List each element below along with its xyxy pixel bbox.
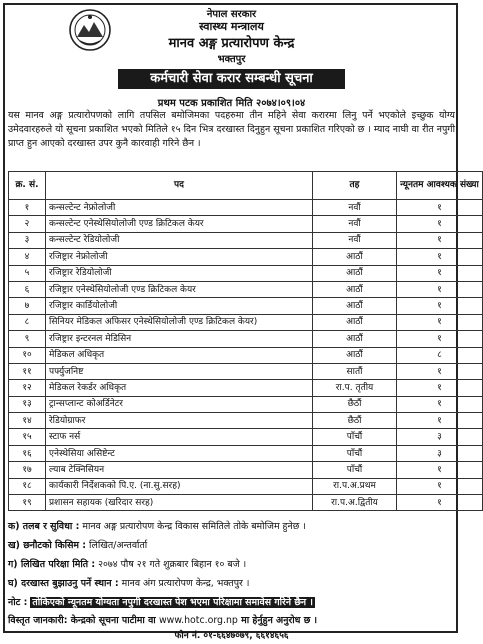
cell-level: आठौं: [313, 265, 397, 281]
cell-level: पाँचौं: [313, 429, 397, 445]
cell-sn: ९: [9, 331, 46, 347]
table-row: [9, 495, 483, 511]
cell-sn: ३: [9, 232, 46, 248]
table-row: [9, 478, 483, 494]
cell-post: रजिष्ट्रार रेडियोलोजी: [46, 265, 313, 281]
contact-text: विस्तृत जानकारी: केन्द्रको सूचना पाटीमा वा: [8, 615, 156, 626]
cell-level: आठौं: [313, 281, 397, 297]
cell-post: सिनियर मेडिकल अफिसर एनेस्थेसियोलोजी एण्ड क्रिटिकल केयर): [46, 314, 313, 330]
cell-level: आठौं: [313, 298, 397, 314]
cell-sn: १८: [9, 478, 46, 494]
exam-label: ग) लिखित परिक्षा मिति :: [8, 559, 96, 570]
ministry-line: स्वास्थ्य मन्त्रालय: [199, 20, 264, 33]
cell-sn: १५: [9, 429, 46, 445]
table-row: [9, 200, 483, 216]
cell-level: आठौं: [313, 331, 397, 347]
cell-post: रजिष्ट्रार नेफ्रोलोजी: [46, 249, 313, 265]
header-post: पद: [46, 172, 313, 200]
cell-count: १: [397, 495, 483, 511]
first-published-date: प्रथम पटक प्रकाशित मिति २०७४।०९।०४: [157, 98, 306, 109]
cell-post: पर्फ्युजनिष्ट: [46, 363, 313, 379]
cell-count: १: [397, 314, 483, 330]
cell-level: रा.प.अ.द्वितीय: [313, 495, 397, 511]
cell-level: आठौं: [313, 347, 397, 363]
salary-label: क) तलब र सुविधा :: [8, 521, 80, 532]
table-row: [9, 413, 483, 429]
cell-post: मेडिकल रेकर्डर अधिकृत: [46, 380, 313, 396]
cell-count: १: [397, 396, 483, 412]
cell-count: १: [397, 331, 483, 347]
header-count: न्यूनतम आवश्यक संख्या: [397, 172, 483, 200]
table-row: [9, 331, 483, 347]
posts-table: [8, 171, 483, 511]
cell-count: १: [397, 232, 483, 248]
cell-count: १: [397, 363, 483, 379]
cell-level: छैठौं: [313, 396, 397, 412]
cell-post: ट्रान्सप्लान्ट कोअर्डिनेटर: [46, 396, 313, 412]
table-row: [9, 281, 483, 297]
cell-post: रजिष्ट्रार एनेस्थेसियोलोजी एण्ड क्रिटिकल केयर: [46, 281, 313, 297]
website-link[interactable]: www.hotc.org.np: [159, 615, 238, 626]
cell-level: रा.प. तृतीय: [313, 380, 397, 396]
cell-count: १: [397, 298, 483, 314]
cell-sn: १४: [9, 413, 46, 429]
cell-count: १: [397, 265, 483, 281]
table-row: [9, 216, 483, 232]
cell-count: १: [397, 478, 483, 494]
table-row: [9, 249, 483, 265]
cell-count: ३: [397, 429, 483, 445]
cell-sn: ११: [9, 363, 46, 379]
cell-post: कन्सल्टेन्ट रेडियोलोजी: [46, 232, 313, 248]
cell-level: सातौं: [313, 363, 397, 379]
selection-note: [8, 536, 455, 555]
table-row: [9, 445, 483, 461]
cell-count: १: [397, 216, 483, 232]
table-row: [9, 347, 483, 363]
notice-title: कर्मचारी सेवा करार सम्बन्धी सूचना: [118, 69, 345, 89]
table-row: [9, 232, 483, 248]
cell-count: १: [397, 380, 483, 396]
cell-post: मेडिकल अधिकृत: [46, 347, 313, 363]
cell-count: १: [397, 249, 483, 265]
cell-level: पाँचौं: [313, 445, 397, 461]
cell-sn: २: [9, 216, 46, 232]
cell-sn: ५: [9, 265, 46, 281]
cell-count: १: [397, 200, 483, 216]
cell-count: १: [397, 281, 483, 297]
table-row: [9, 265, 483, 281]
government-line: नेपाल सरकार: [206, 9, 257, 20]
cell-sn: ८: [9, 314, 46, 330]
cell-level: नवौं: [313, 232, 397, 248]
contact-line: [8, 612, 455, 629]
cell-sn: १३: [9, 396, 46, 412]
table-row: [9, 314, 483, 330]
cell-sn: ४: [9, 249, 46, 265]
selection-label: ख) छनौटको किसिम :: [8, 540, 87, 551]
cell-post: ल्याब टेक्निसियन: [46, 462, 313, 478]
submission-text: मानव अंग प्रत्यारोपण केन्द्र, भक्तपुर ।: [121, 578, 250, 589]
cell-post: कन्सल्टेन्ट नेफ्रोलोजी: [46, 200, 313, 216]
header-level: तह: [313, 172, 397, 200]
exam-note: [8, 555, 455, 574]
cell-level: नवौं: [313, 216, 397, 232]
table-row: [9, 462, 483, 478]
cell-sn: १९: [9, 495, 46, 511]
notes-section: [8, 517, 455, 644]
table-row: [9, 429, 483, 445]
cell-count: ३: [397, 445, 483, 461]
cell-level: आठौं: [313, 249, 397, 265]
submission-label: घ) दरखास्त बुझाउनु पर्ने स्थान :: [8, 578, 119, 589]
phone-line: फोन नं. ०१-६६४७०७९, ६६१४६५६: [174, 631, 289, 641]
cell-sn: ६: [9, 281, 46, 297]
remark-text: तोकिएको न्यूनतम योग्यता नपुगी दरखास्त पेश भएमा परिक्षामा समावेस गरिने छैन ।: [32, 597, 313, 608]
cell-post: स्टाफ नर्स: [46, 429, 313, 445]
table-row: [9, 298, 483, 314]
salary-note: [8, 517, 455, 536]
cell-sn: १०: [9, 347, 46, 363]
cell-level: पाँचौं: [313, 462, 397, 478]
cell-count: १: [397, 413, 483, 429]
cell-sn: १७: [9, 462, 46, 478]
intro-paragraph: यस मानव अङ्ग प्रत्यारोपणको लागि तपसिल बमोजिमका पदहरुमा तीन महिने सेवा करारमा लिनु पर्ने भएकोले इच्छुक योग्य उमेदवारहरुले यो सूचना प्रकाशित भएको मितिले १५ दिन भित्र दरखास्त दिनुहुन सूचना प्रकाशित गरिएको छ । म्याद नाघी वा रीत नपुगी प्राप्त हुन आएको दरखास्त उपर कुनै कारवाही गरिने छैन ।: [8, 110, 455, 149]
cell-post: कार्यकारी निर्देशकको पि.ए. (ना.सु.सरह): [46, 478, 313, 494]
cell-post: प्रशासन सहायक (खरिदार सरह): [46, 495, 313, 511]
table-row: [9, 363, 483, 379]
cell-level: छैठौं: [313, 413, 397, 429]
cell-level: रा.प.अ.प्रथम: [313, 478, 397, 494]
table-row: [9, 380, 483, 396]
remark-note: [8, 593, 455, 612]
selection-text: लिखित/अन्तर्वार्ता: [89, 540, 148, 551]
cell-post: रजिष्ट्रार इन्टरनल मेडिसिन: [46, 331, 313, 347]
cell-count: ८: [397, 347, 483, 363]
cell-sn: १: [9, 200, 46, 216]
table-row: [9, 396, 483, 412]
cell-level: नवौं: [313, 200, 397, 216]
cell-sn: १२: [9, 380, 46, 396]
exam-text: २०७४ पौष २१ गते शुक्रबार बिहान १० बजे ।: [98, 559, 247, 570]
contact-tail: मा हेर्नुहुन अनुरोध छ ।: [241, 615, 318, 626]
cell-sn: ७: [9, 298, 46, 314]
remark-label: नोट :: [8, 597, 28, 608]
cell-post: कन्सल्टेन्ट एनेस्थेसियोलोजी एण्ड क्रिटिकल केयर: [46, 216, 313, 232]
cell-count: १: [397, 462, 483, 478]
cell-post: एनेस्थेसिया असिष्टेन्ट: [46, 445, 313, 461]
organization-name: मानव अङ्ग प्रत्यारोपण केन्द्र: [168, 36, 295, 51]
cell-sn: १६: [9, 445, 46, 461]
header-sn: क्र. सं.: [9, 172, 46, 200]
cell-post: रेडियोग्राफर: [46, 413, 313, 429]
cell-post: रजिष्ट्रार कार्डियोलोजी: [46, 298, 313, 314]
cell-level: आठौं: [313, 314, 397, 330]
location-line: भक्तपुर: [217, 54, 246, 65]
submission-note: [8, 574, 455, 593]
salary-text: मानव अङ्ग प्रत्यारोपण केन्द्र विकास समितिले तोके बमोजिम हुनेछ ।: [82, 521, 306, 532]
table-header-row: [9, 172, 483, 200]
